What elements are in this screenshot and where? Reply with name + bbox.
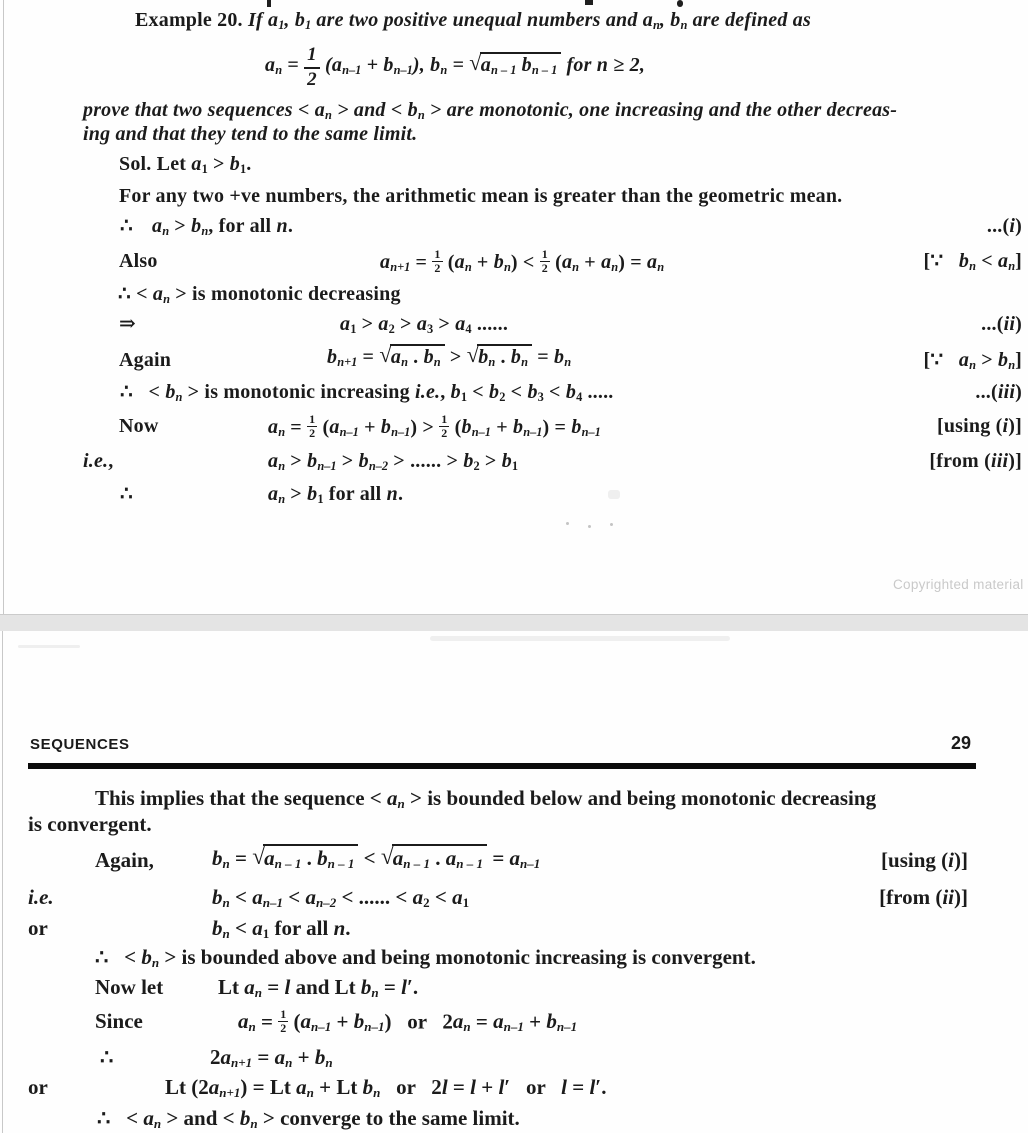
scan-artifact-speck	[610, 523, 613, 526]
example-label: Example 20.	[135, 9, 243, 31]
note-from-iii: [from (iii)]	[929, 450, 1022, 472]
example-statement: If $a_1$, $b_1$ are two positive unequal numbers and $a_n$, $b_n$ are defined as	[247, 9, 811, 32]
therefore-symbol: ∴	[120, 483, 133, 505]
chain-a1-a2-a3: $a_1 > a_2 > a_3 > a_4$ ......	[340, 313, 509, 336]
scan-artifact-smudge	[430, 636, 730, 641]
copyright-watermark: Copyrighted material	[893, 577, 1024, 592]
now-let-label: Now let	[95, 975, 164, 999]
inequality-an-bn: $a_n > b_n$, for all n.	[152, 215, 294, 238]
scan-artifact-smudge	[18, 645, 80, 648]
monotonic-increasing-line: ∴ < $b_n$ > is monotonic increasing i.e., $b_1 < b_2 < b_3 < b_4$ .....	[120, 381, 614, 404]
formula-an-greater-bn-1: $a_n$ = $\frac{1}{2}$ $(a_{n-1} + b_{n-1})$ > $\frac{1}{2}$ $(b_{n-1} + b_{n-1}) = b_{n-1}$	[268, 412, 601, 441]
final-conclusion: ∴ < $a_n$ > and < $b_n$ > converge to the same limit.	[97, 1106, 520, 1131]
bounded-below-line2: is convergent.	[28, 812, 152, 836]
bounded-below-line1: This implies that the sequence < $a_n$ > is bounded below and being monotonic decreasing	[95, 786, 877, 811]
scan-artifact-fragment	[267, 0, 271, 7]
implies-symbol: ⇒	[119, 313, 136, 335]
reason-an-greater-bn: [∵ $a_n > b_n$]	[923, 349, 1022, 372]
prove-statement-line2: ing and that they tend to the same limit.	[83, 123, 418, 145]
formula-2an-plus-1: $2a_{n+1} = a_n + b_n$	[210, 1045, 333, 1070]
therefore-symbol: ∴	[100, 1045, 114, 1069]
equation-tag-ii: ...(ii)	[981, 313, 1022, 335]
again-label: Again,	[95, 848, 154, 872]
again-label: Again	[119, 349, 172, 371]
or-label: or	[28, 916, 48, 940]
now-label: Now	[119, 415, 159, 437]
conclusion-an-greater-b1: $a_n > b_1$ for all n.	[268, 483, 404, 506]
scan-artifact-speck	[566, 522, 569, 525]
formula-bn-radical: $b_n = √a_{n - 1}$ . $b_{n - 1} < √a_{n - 1}$ . $a_{n - 1} = a_{n-1}$	[212, 844, 541, 871]
limit-equation: Lt $(2a_{n+1}) = Lt$ $a_n + Lt$ $b_n$ or 2l = l + l′ or l = l′.	[165, 1075, 607, 1100]
page1-left-edge-line	[3, 0, 4, 614]
note-from-ii: [from (ii)]	[879, 885, 968, 909]
scan-artifact-smudge	[608, 490, 620, 499]
page-2	[0, 631, 1028, 1133]
formula-an-recurrence: $a_n$ = $\frac{1}{2}$ $(a_{n-1} + b_{n-1})$ or $2a_n = a_{n-1} + b_{n-1}$	[238, 1007, 578, 1036]
formula-an-plus-1: $a_{n+1}$ = $\frac{1}{2}$ $(a_n + b_n)$ < $\frac{1}{2}$ $(a_n + a_n) = a_n$	[380, 247, 665, 276]
monotonic-decreasing-line: ∴ < $a_n$ > is monotonic decreasing	[118, 283, 401, 306]
solution-intro: Sol. Let $a_1 > b_1$.	[119, 153, 252, 176]
chain-an-bn-1: $a_n > b_{n-1} > b_{n-2}$ > ...... > $b_2 > b_1$	[268, 450, 519, 473]
ie-label: i.e.,	[83, 450, 114, 472]
or-label: or	[28, 1075, 48, 1099]
reason-bn-less-an: [∵ $b_n < a_n$]	[923, 250, 1022, 273]
conclusion-bn-less-a1: $b_n < a_1$ for all n.	[212, 916, 351, 941]
since-label: Since	[95, 1009, 143, 1033]
therefore-symbol: ∴	[120, 215, 133, 237]
running-header-title: SEQUENCES	[30, 736, 130, 753]
note-using-i: [using (i)]	[881, 848, 968, 872]
page-number: 29	[950, 733, 971, 753]
scan-artifact-fragment	[585, 0, 593, 5]
note-using-i: [using (i)]	[936, 415, 1022, 437]
scan-artifact-fragment	[677, 0, 683, 7]
example-heading	[135, 9, 811, 31]
am-gm-statement: For any two +ve numbers, the arithmetic mean is greater than the geometric mean.	[119, 185, 843, 207]
chain-bn-an-1: $b_n < a_{n-1} < a_{n-2}$ < ...... < $a_2 < a_1$	[212, 885, 470, 910]
equation-tag-i: ...(i)	[986, 215, 1022, 237]
equation-tag-iii: ...(iii)	[975, 381, 1022, 403]
also-label: Also	[119, 250, 158, 272]
ie-label: i.e.	[28, 885, 54, 909]
formula-bn-plus-1: $b_{n+1} = √a_n$ . $b_n > √b_n$ . $b_n = b_n$	[327, 342, 572, 369]
prove-statement-line1: prove that two sequences < $a_n$ > and < $b_n$ > are monotonic, one increasing and the other decreas-	[83, 99, 898, 122]
definition-formula: $a_n$ = $\frac{1}{2}$ $(a_{n-1} + b_{n-1})$, $b_n = √a_{n - 1}$ $b_{n - 1}$ for n ≥ 2,	[265, 44, 646, 90]
limits-definition: Lt $a_n = l$ and Lt $b_n = l'$.	[218, 975, 419, 1000]
scan-artifact-speck	[588, 525, 591, 528]
page2-left-edge-line	[2, 631, 3, 1133]
header-rule	[28, 763, 976, 769]
bounded-above-line: ∴ < $b_n$ > is bounded above and being monotonic increasing is convergent.	[95, 945, 756, 970]
